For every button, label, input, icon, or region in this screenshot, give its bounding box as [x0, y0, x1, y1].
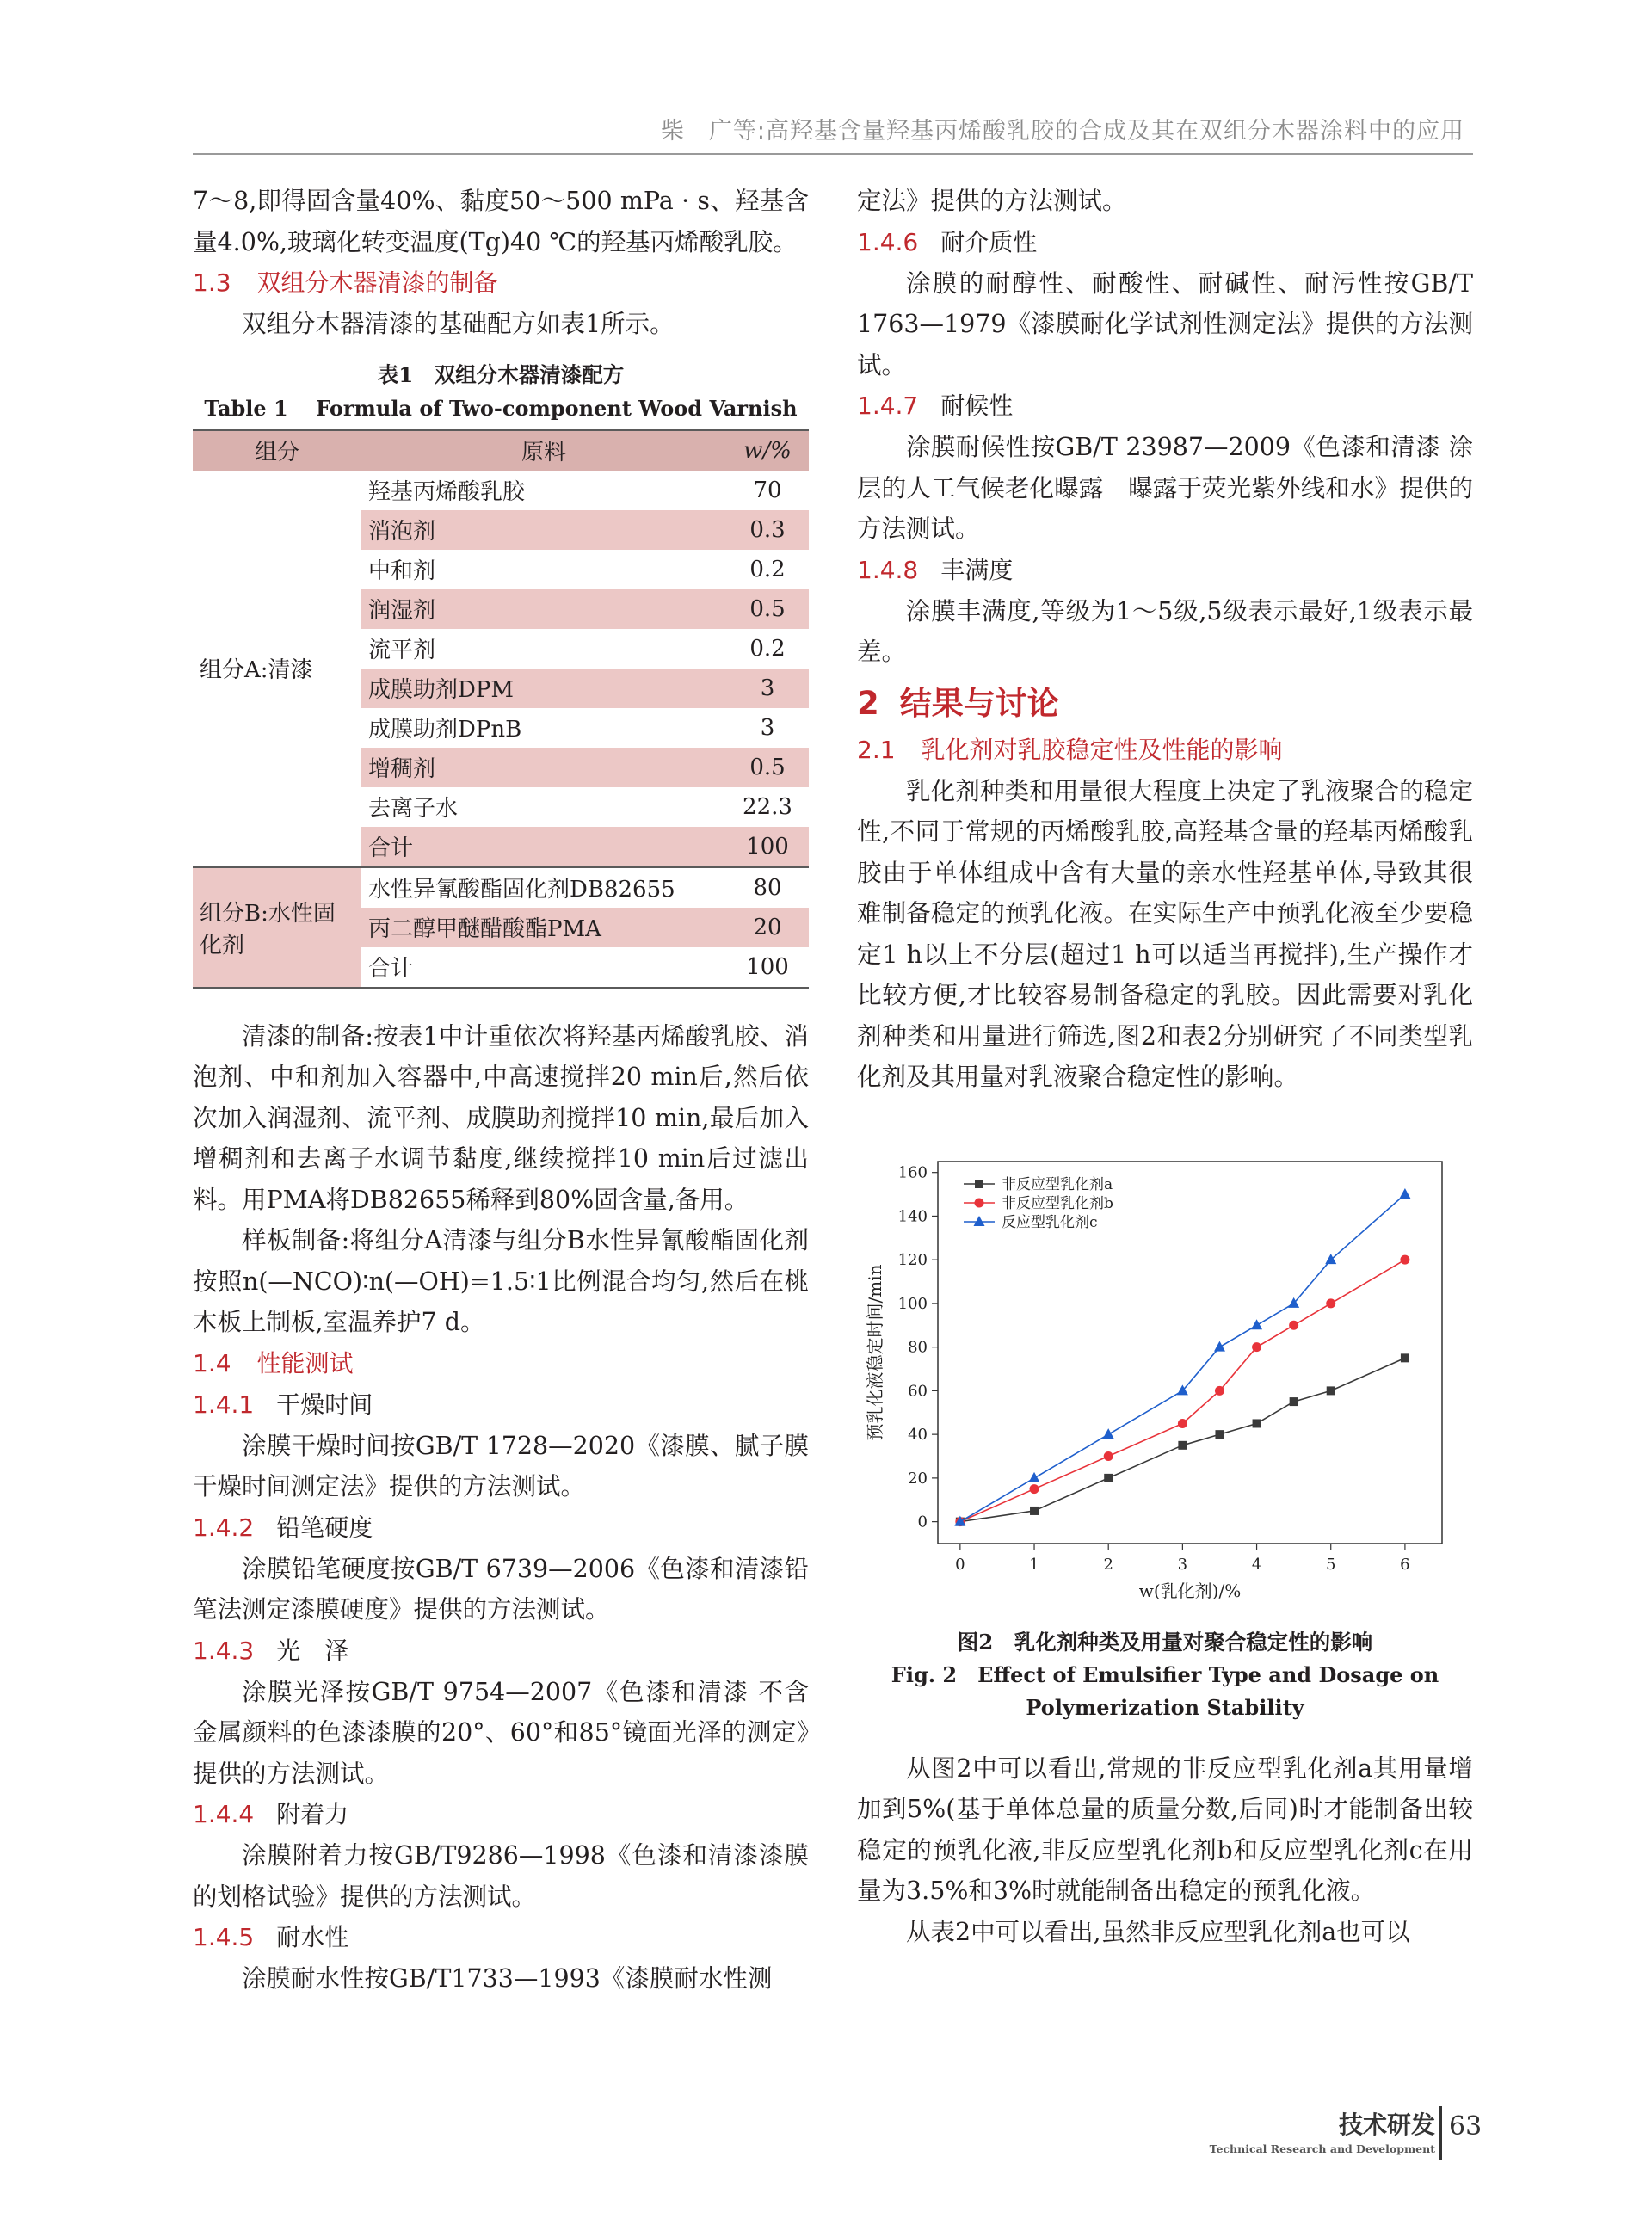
- material-cell: 消泡剂: [361, 510, 726, 550]
- value-cell: 22.3: [743, 793, 792, 820]
- data-point: [1030, 1506, 1039, 1514]
- x-tick-label: 6: [1400, 1555, 1410, 1574]
- table-caption-en: Table 1 Formula of Two-component Wood Varnish: [204, 395, 798, 421]
- paragraph: 涂膜的耐醇性、耐酸性、耐碱性、耐污性按GB/T 1763—1979《漆膜耐化学试剂性测定法》提供的方法测试。: [857, 268, 1473, 379]
- section-1-4-3-heading: 1.4.3 光 泽: [193, 1636, 349, 1665]
- data-point: [1290, 1397, 1298, 1406]
- footer-divider: [1439, 2106, 1442, 2160]
- value-cell: 0.2: [749, 635, 786, 662]
- emulsifier-stability-chart: [857, 1129, 1473, 1619]
- x-tick-label: 0: [955, 1555, 965, 1574]
- paragraph: 涂膜附着力按GB/T9286—1998《色漆和清漆漆膜的划格试验》提供的方法测试。: [193, 1841, 809, 1911]
- paragraph: 清漆的制备:按表1中计重依次将羟基丙烯酸乳胶、消泡剂、中和剂加入容器中,中高速搅拌20 min后,然后依次加入润湿剂、流平剂、成膜助剂搅拌10 min,最后加入增稠剂和去离子水调节黏度,继续搅拌10 min后过滤出料。用PMA将DB82655稀释到80%固含量,备用。: [193, 1021, 809, 1214]
- data-point: [1252, 1342, 1261, 1352]
- value-cell: 70: [753, 477, 782, 503]
- value-cell: 100: [726, 827, 809, 867]
- paragraph: 涂膜干燥时间按GB/T 1728—2020《漆膜、腻子膜干燥时间测定法》提供的方法测试。: [193, 1431, 809, 1501]
- table-header-cell: w/%: [726, 430, 809, 471]
- material-cell: 润湿剂: [361, 589, 726, 629]
- paragraph: 7～8,即得固含量40%、黏度50～500 mPa · s、羟基含量4.0%,玻璃化转变温度(Tg)40 ℃的羟基丙烯酸乳胶。: [193, 187, 809, 256]
- paragraph: 从表2中可以看出,虽然非反应型乳化剂a也可以: [906, 1917, 1410, 1946]
- figure-caption-cn: 图2 乳化剂种类及用量对聚合稳定性的影响: [957, 1629, 1373, 1655]
- material-cell: 增稠剂: [361, 748, 726, 787]
- legend-marker: [974, 1216, 985, 1226]
- footer-subtitle: Technical Research and Development: [1209, 2142, 1435, 2155]
- data-point: [1030, 1484, 1039, 1494]
- figure-caption-en: Fig. 2 Effect of Emulsifier Type and Dosage on: [891, 1661, 1439, 1687]
- section-1-4-8-heading: 1.4.8 丰满度: [857, 555, 1014, 584]
- page-number: 63: [1449, 2111, 1482, 2142]
- material-cell: 中和剂: [368, 558, 436, 584]
- table-row: [193, 471, 809, 510]
- x-tick-label: 4: [1251, 1555, 1262, 1574]
- paragraph: 涂膜铅笔硬度按GB/T 6739—2006《色漆和清漆铅笔法测定漆膜硬度》提供的方法测试。: [193, 1554, 809, 1624]
- material-cell: 丙二醇甲醚醋酸酯PMA: [361, 908, 726, 947]
- series-line: [960, 1194, 1405, 1522]
- material-cell: 去离子水: [368, 796, 459, 822]
- y-tick-label: 160: [897, 1163, 928, 1182]
- x-axis-label: w(乳化剂)/%: [1138, 1580, 1242, 1601]
- data-point: [1104, 1451, 1113, 1461]
- section-1-4-heading: 1.4 性能测试: [193, 1348, 354, 1378]
- group-label: 组分A:清漆: [193, 471, 361, 867]
- y-tick-label: 80: [908, 1338, 928, 1357]
- data-point: [1251, 1319, 1262, 1329]
- table-header-cell: 组分: [193, 430, 361, 471]
- section-1-4-4-heading: 1.4.4 附着力: [193, 1800, 349, 1828]
- data-point: [1289, 1320, 1298, 1329]
- value-cell: 0.5: [726, 589, 809, 629]
- running-header: [193, 110, 1473, 155]
- table-row: [193, 867, 809, 908]
- data-point: [1215, 1430, 1224, 1439]
- y-tick-label: 100: [897, 1294, 928, 1313]
- paragraph: 涂膜丰满度,等级为1～5级,5级表示最好,1级表示最差。: [857, 596, 1473, 666]
- x-tick-label: 5: [1326, 1555, 1336, 1574]
- group-label: 组分B:水性固化剂: [193, 867, 361, 988]
- data-point: [1104, 1473, 1113, 1482]
- paragraph: 涂膜光泽按GB/T 9754—2007《色漆和清漆 不含金属颜料的色漆漆膜的20°、60°和85°镜面光泽的测定》提供的方法测试。: [193, 1677, 809, 1788]
- section-1-4-1-heading: 1.4.1 干燥时间: [193, 1390, 373, 1419]
- section-1-4-5-heading: 1.4.5 耐水性: [193, 1923, 349, 1951]
- paragraph: 从图2中可以看出,常规的非反应型乳化剂a其用量增加到5%(基于单体总量的质量分数,后同)时才能制备出较稳定的预乳化液,非反应型乳化剂b和反应型乳化剂c在用量为3.5%和3%时就能制备出稳定的预乳化液。: [857, 1753, 1473, 1905]
- section-1-4-2-heading: 1.4.2 铅笔硬度: [193, 1513, 373, 1542]
- material-cell: 成膜助剂DPM: [361, 669, 726, 708]
- y-tick-label: 20: [908, 1469, 928, 1488]
- value-cell: 0.3: [726, 510, 809, 550]
- table-caption-cn: 表1 双组分木器清漆配方: [377, 361, 625, 387]
- data-point: [1103, 1428, 1114, 1439]
- material-cell: 羟基丙烯酸乳胶: [368, 479, 526, 505]
- paragraph: 涂膜耐候性按GB/T 23987—2009《色漆和清漆 涂层的人工气候老化曝露 曝露于荧光紫外线和水》提供的方法测试。: [857, 433, 1473, 543]
- value-cell: 0.2: [749, 556, 786, 582]
- section-2-1-heading: 2.1 乳化剂对乳胶稳定性及性能的影响: [857, 735, 1283, 764]
- y-tick-label: 60: [908, 1381, 928, 1400]
- paragraph: 乳化剂种类和用量很大程度上决定了乳液聚合的稳定性,不同于常规的丙烯酸乳胶,高羟基含量的羟基丙烯酸乳胶由于单体组成中含有大量的亲水性羟基单体,导致其很难制备稳定的预乳化液。在实际生产中预乳化液至少要稳定1 h以上不分层(超过1 h可以适当再搅拌),生产操作才比较方便,才比较容易制备稳定的乳胶。因此需要对乳化剂种类和用量进行筛选,图2和表2分别研究了不同类型乳化剂及其用量对乳液聚合稳定性的影响。: [857, 776, 1473, 1091]
- x-tick-label: 3: [1177, 1555, 1188, 1574]
- data-point: [1178, 1440, 1187, 1449]
- y-tick-label: 40: [908, 1425, 928, 1444]
- left-column: [193, 181, 809, 2000]
- figure-2: [857, 1129, 1473, 1619]
- legend-label: 反应型乳化剂c: [1002, 1213, 1098, 1231]
- data-point: [1214, 1341, 1225, 1351]
- legend-label: 非反应型乳化剂b: [1002, 1194, 1113, 1212]
- value-cell: 3: [726, 669, 809, 708]
- table-header-cell: 原料: [361, 430, 726, 471]
- section-1-3-heading: 1.3 双组分木器清漆的制备: [193, 268, 498, 297]
- material-cell: 合计: [361, 827, 726, 867]
- y-tick-label: 0: [917, 1513, 928, 1532]
- paragraph: 涂膜耐水性按GB/T1733—1993《漆膜耐水性测: [242, 1964, 773, 1993]
- legend-label: 非反应型乳化剂a: [1002, 1175, 1113, 1193]
- section-1-4-6-heading: 1.4.6 耐介质性: [857, 227, 1038, 256]
- section-2-heading: 2 结果与讨论: [857, 684, 1059, 722]
- series-line: [960, 1358, 1405, 1521]
- data-point: [1253, 1419, 1261, 1427]
- material-cell: 流平剂: [368, 638, 436, 663]
- data-point: [1401, 1353, 1409, 1362]
- data-point: [1399, 1188, 1410, 1199]
- legend-marker: [975, 1180, 983, 1188]
- section-1-4-7-heading: 1.4.7 耐候性: [857, 391, 1014, 420]
- data-point: [1400, 1254, 1409, 1264]
- y-tick-label: 120: [897, 1250, 928, 1269]
- value-cell: 3: [760, 714, 775, 741]
- material-cell: 成膜助剂DPnB: [368, 717, 522, 743]
- header-text: 柴 广等:高羟基含量羟基丙烯酸乳胶的合成及其在双组分木器涂料中的应用: [660, 118, 1464, 145]
- data-point: [1327, 1386, 1335, 1395]
- paragraph: 样板制备:将组分A清漆与组分B水性异氰酸酯固化剂按照n(—NCO)∶n(—OH)=1.5∶1比例混合均匀,然后在桃木板上制板,室温养护7 d。: [193, 1226, 809, 1336]
- value-cell: 0.5: [726, 748, 809, 787]
- x-tick-label: 1: [1029, 1555, 1039, 1574]
- value-cell: 20: [726, 908, 809, 947]
- y-tick-label: 140: [897, 1206, 928, 1225]
- data-point: [1029, 1471, 1040, 1482]
- data-point: [1325, 1254, 1336, 1264]
- material-cell: 合计: [361, 947, 726, 988]
- paragraph: 双组分木器清漆的基础配方如表1所示。: [242, 310, 675, 338]
- legend-marker: [975, 1198, 984, 1207]
- value-cell: 80: [726, 867, 809, 908]
- data-point: [1215, 1385, 1224, 1395]
- data-point: [1178, 1418, 1187, 1427]
- material-cell: 水性异氰酸酯固化剂DB82655: [361, 867, 726, 908]
- data-point: [1326, 1298, 1335, 1308]
- footer-title: 技术研发: [1338, 2111, 1435, 2139]
- figure-caption-en: Polymerization Stability: [1026, 1694, 1304, 1720]
- paragraph: 定法》提供的方法测试。: [857, 187, 1127, 215]
- value-cell: 100: [726, 947, 809, 988]
- y-axis-label: 预乳化液稳定时间/min: [865, 1264, 885, 1440]
- formula-table: [193, 429, 809, 989]
- right-column: [857, 181, 1473, 1952]
- x-tick-label: 2: [1103, 1555, 1113, 1574]
